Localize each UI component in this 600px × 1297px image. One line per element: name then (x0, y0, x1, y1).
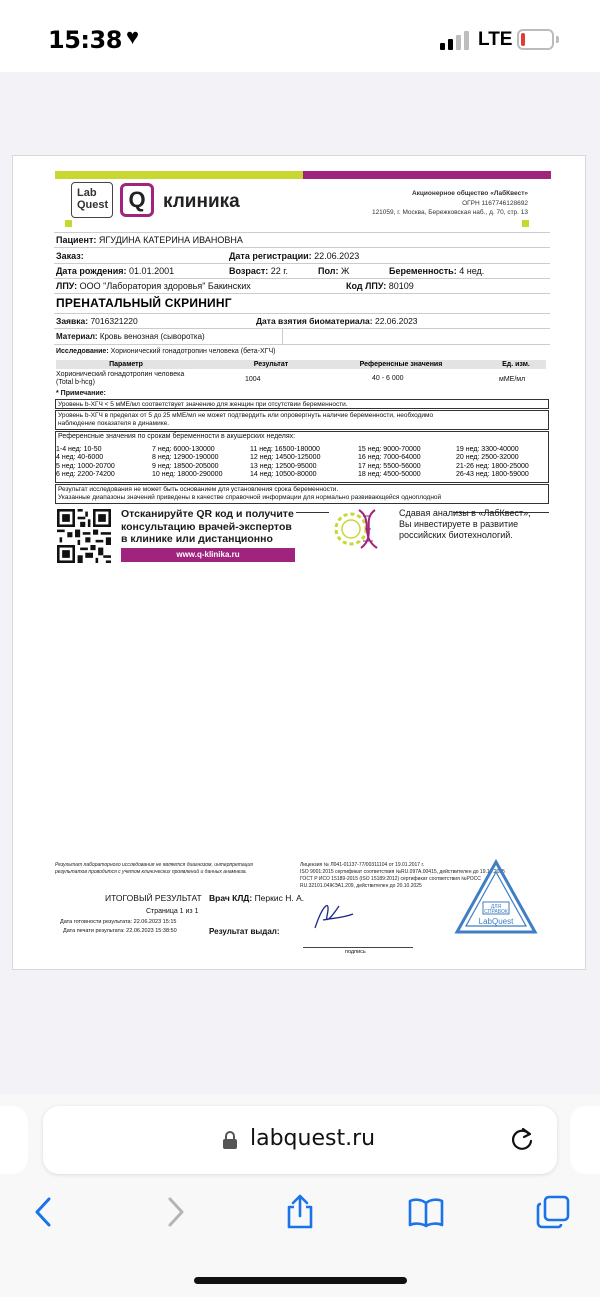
sex-label: Пол: (318, 266, 339, 276)
note-label: * Примечание: (56, 390, 106, 397)
ref-cell: 16 нед: 7000-64000 (358, 454, 421, 462)
ref-cell: 13 нед: 12500-95000 (250, 462, 317, 470)
final-result: ИТОГОВЫЙ РЕЗУЛЬТАТ (105, 893, 202, 903)
issued-label: Результат выдал: (209, 927, 280, 936)
dob-label: Дата рождения: (56, 266, 127, 276)
sample-date: 22.06.2023 (374, 316, 418, 326)
ref-cell: 6 нед: 2200-74200 (56, 470, 115, 478)
status-time: 15:38 (48, 26, 122, 54)
signature-caption: подпись (345, 949, 366, 955)
ready-date: Дата готовности результата: 22.06.2023 15:15 (60, 919, 177, 925)
divider (54, 328, 550, 329)
age-value: 22 г. (270, 266, 288, 276)
patient-name: ЯГУДИНА КАТЕРИНА ИВАНОВНА (98, 235, 243, 245)
tabs-icon[interactable] (535, 1194, 571, 1230)
divider (54, 313, 550, 314)
study-value: Хорионический гонадотропин человека (бета-ХГЧ) (110, 348, 276, 355)
bookmarks-icon[interactable] (408, 1194, 444, 1230)
col-reference: Референсные значения (359, 361, 443, 368)
license-line: Лицензия № Л041-01137-77/00311104 от 19.01.2017 г. (300, 862, 425, 868)
heart-icon: ♥ (126, 24, 140, 49)
dna-gear-icon (329, 506, 389, 552)
results-table-header (56, 360, 546, 369)
license-line: RU.32101.04ЖЭА1.209, действителен до 20.10.2025 (300, 883, 422, 889)
age-label: Возраст: (229, 266, 269, 276)
doctor-name: Перкис Н. А. (254, 893, 305, 903)
divider (54, 344, 550, 345)
request-label: Заявка: (56, 316, 89, 326)
ref-cell: 17 нед: 5500-56000 (358, 462, 421, 470)
stamp-text: LabQuest (478, 917, 514, 926)
disclaimer (58, 486, 441, 502)
disclaimer-line-2: Указанные диапазоны значений приведены в качестве справочной информации для нормально развивающейся одноплодной (58, 494, 442, 501)
legal-note-line: результатов проводится с учетом клинических проявлений и данных анамнеза. (55, 869, 247, 875)
pregnancy-value: 4 нед. (459, 266, 485, 276)
promo-url-link[interactable]: www.q-klinika.ru (121, 548, 295, 562)
license-line: ISO 9001:2015 сертификат соответствия №RU.097A.00415, действителен до 19.10.2025 (300, 869, 505, 875)
ref-cell: 26-43 нед: 1800-59000 (456, 470, 529, 478)
qr-code-icon[interactable] (57, 509, 111, 563)
divider (282, 328, 283, 344)
page-number: Страница 1 из 1 (146, 908, 199, 915)
divider (54, 278, 550, 279)
labquest-logo-text: Lab Quest (77, 187, 109, 211)
reg-date: 22.06.2023 (314, 251, 360, 261)
promo-biotech-text (399, 508, 531, 541)
divider (54, 247, 550, 248)
ref-cell: 8 нед: 12900-190000 (152, 454, 219, 462)
ref-cell: 15 нед: 9000-70000 (358, 446, 421, 453)
legal-note (55, 862, 253, 876)
divider (54, 263, 550, 264)
ref-cell: 21-26 нед: 1800-25000 (456, 462, 529, 470)
reference-value: 40 - 6 000 (372, 375, 404, 382)
labquest-stamp-icon (453, 856, 539, 942)
reg-date-label: Дата регистрации: (229, 251, 312, 261)
signature-line (303, 947, 413, 948)
promo-connector (296, 512, 329, 513)
promo-line: в клинике или дистанционно (121, 533, 273, 545)
signature-icon (309, 894, 355, 934)
promo-line: российских биотехнологий. (399, 530, 513, 540)
battery-tip (556, 36, 559, 43)
status-bar (0, 0, 600, 72)
klinika-logo-text: клиника (163, 191, 240, 212)
ref-cell: 14 нед: 10500-80000 (250, 470, 317, 478)
patient-label: Пациент: (56, 235, 97, 245)
company-info (372, 189, 528, 218)
promo-line: Сдавая анализы в «ЛабКвест», (399, 508, 531, 518)
ref-cell: 19 нед: 3300-40000 (456, 446, 519, 453)
ref-cell: 4 нед: 40-6000 (56, 454, 104, 462)
back-icon[interactable] (26, 1194, 62, 1230)
page-title: ПРЕНАТАЛЬНЫЙ СКРИНИНГ (56, 296, 232, 310)
q-logo-icon: Q (120, 183, 154, 217)
col-param: Параметр (109, 361, 143, 368)
lpu-code-label: Код ЛПУ: (346, 281, 387, 291)
corner-square (522, 220, 529, 227)
divider (54, 293, 550, 294)
disclaimer-line-1: Результат исследования не может быть основанием для установления срока беременности. (58, 486, 339, 493)
corner-square (65, 220, 72, 227)
pdf-document[interactable] (12, 155, 586, 970)
battery-icon (517, 29, 554, 50)
pregnancy-label: Беременность: (389, 266, 457, 276)
lpu-code-value: 80109 (388, 281, 414, 291)
share-icon[interactable] (282, 1194, 318, 1230)
doctor-label: Врач КЛД: (209, 893, 253, 903)
print-date: Дата печати результата: 22.06.2023 15:38:50 (63, 928, 177, 934)
lpu-value: ООО "Лаборатория здоровья" Бакинских (79, 281, 251, 291)
dob-value: 01.01.2001 (129, 266, 175, 276)
legal-note-line: Результат лабораторного исследования не является диагнозом, интерпретация (55, 862, 253, 868)
promo-line: Отсканируйте QR код и получите (121, 508, 294, 520)
col-unit: Ед. изм. (502, 361, 530, 368)
result-value: 1004 (245, 376, 261, 383)
next-tab[interactable] (570, 1106, 600, 1174)
labquest-logo (71, 182, 113, 218)
ref-cell: 5 нед: 1000-20700 (56, 462, 115, 470)
param-name: Хорионический гонадотропин человека (56, 371, 185, 378)
lock-icon (222, 1130, 238, 1150)
license-line: ГОСТ Р ИСО 15189-2015 (ISO 15189:2012) сертификат соответствия №РОСС (300, 876, 481, 882)
reference-title: Референсные значения по срокам беременности в акушерских неделях: (58, 433, 296, 440)
promo-line: консультацию врачей-экспертов (121, 520, 292, 533)
material-label: Материал: (56, 332, 98, 341)
param-code: (Total b-hcg) (56, 379, 95, 386)
ref-cell: 1-4 нед: 10-50 (56, 446, 102, 453)
url-text[interactable]: labquest.ru (250, 1126, 376, 1151)
previous-tab[interactable] (0, 1106, 28, 1174)
unit-value: мМЕ/мл (499, 376, 526, 383)
note-2-line-1: Уровень b-ХГЧ в пределах от 5 до 25 мМЕ/мл не может подтвердить или опровергнуть наличие беременности, необходимо (58, 412, 434, 419)
ref-cell: 9 нед: 18500-205000 (152, 462, 219, 470)
material-value: Кровь венозная (сыворотка) (99, 332, 205, 341)
header-color-bar (55, 171, 551, 179)
promo-qr-text (121, 508, 294, 546)
note-2 (58, 412, 433, 428)
request-value: 7016321220 (90, 316, 138, 326)
order-label: Заказ: (56, 251, 84, 261)
promo-line: Вы инвестируете в развитие (399, 519, 519, 529)
divider (54, 232, 550, 233)
home-indicator[interactable] (194, 1277, 407, 1284)
ref-cell: 7 нед: 6000-130000 (152, 446, 215, 453)
company-ogrn: ОГРН 1167746128692 (462, 199, 528, 207)
forward-icon[interactable] (157, 1194, 193, 1230)
study-label: Исследование: (56, 348, 109, 355)
ref-cell: 11 нед: 16500-180000 (250, 446, 320, 453)
reload-icon[interactable] (509, 1126, 535, 1152)
ref-cell: 18 нед: 4500-50000 (358, 470, 421, 478)
company-name: Акционерное общество «ЛабКвест» (411, 190, 528, 197)
sex-value: Ж (340, 266, 350, 276)
ref-cell: 20 нед: 2500-32000 (456, 454, 519, 462)
ref-cell: 10 нед: 18000-290000 (152, 470, 223, 478)
col-result: Результат (253, 361, 289, 368)
company-address: 121059, г. Москва, Бережковская наб., д. 70, стр. 13 (371, 209, 528, 216)
stamp-text: СПРАВОК (484, 909, 508, 915)
stamp-text: ДЛЯ (490, 904, 502, 910)
ref-cell: 12 нед: 14500-125000 (250, 454, 321, 462)
table-row (56, 371, 184, 387)
note-2-line-2: наблюдение показателя в динамике. (58, 420, 170, 427)
lpu-label: ЛПУ: (56, 281, 78, 291)
network-type: LTE (478, 29, 513, 50)
sample-date-label: Дата взятия биоматериала: (256, 316, 373, 326)
signal-icon (440, 30, 470, 50)
note-1: Уровень b-ХГЧ < 5 мМЕ/мл соответствует значению для женщин при отсутствии беременности. (58, 401, 348, 408)
